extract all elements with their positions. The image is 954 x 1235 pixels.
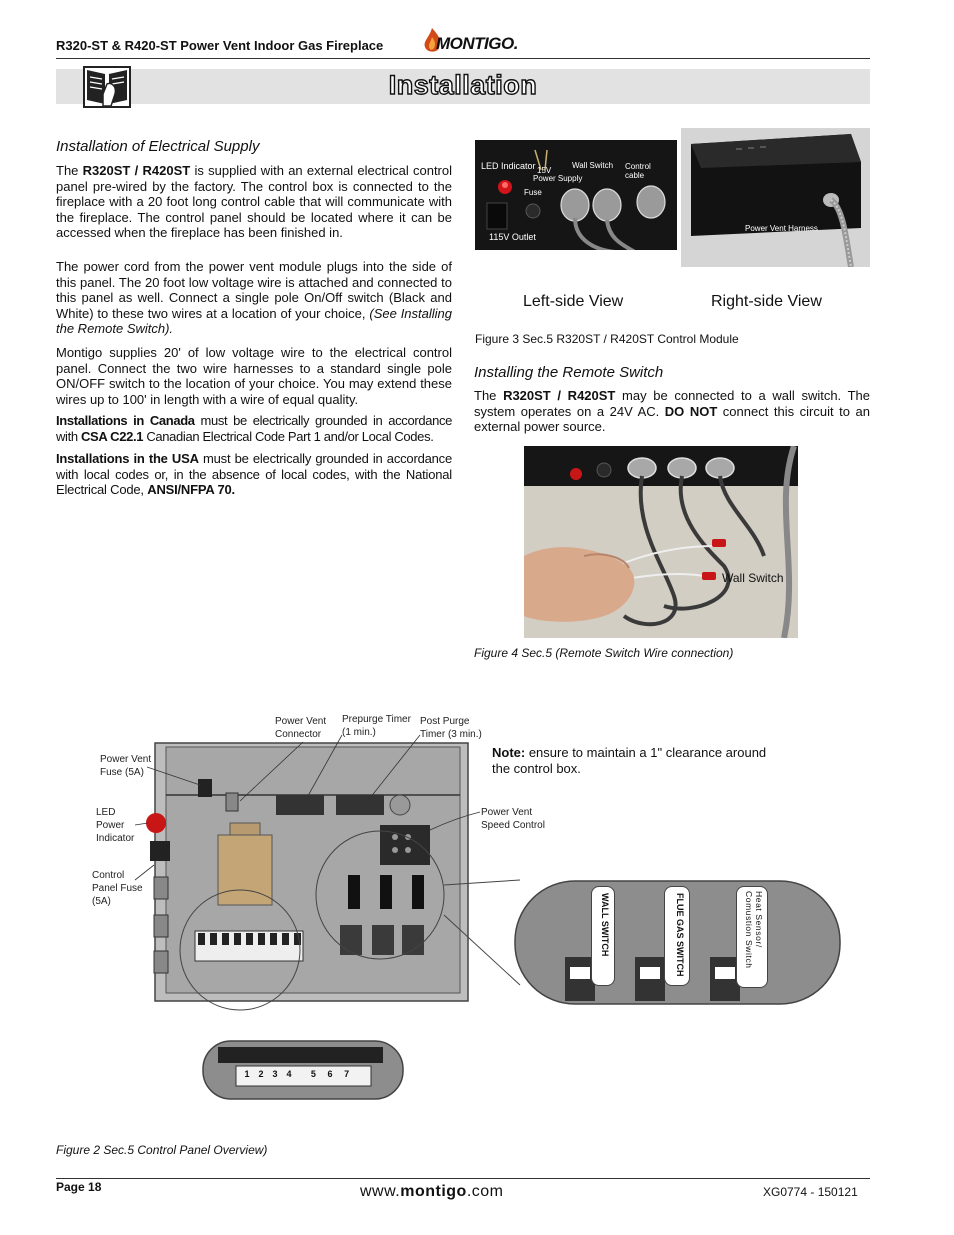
- power-vent-fuse-label: Power Vent Fuse (5A): [100, 754, 152, 778]
- footer-website: www.montigo.com: [360, 1183, 504, 1200]
- footer-rule: [56, 1178, 870, 1179]
- usa-paragraph: Installations in the USA must be electrically grounded in accordance with local codes or, in the absence of local codes, with the National Electrical Code, ANSI/NFPA 70.: [56, 451, 453, 497]
- heat-sensor-terminal: [736, 886, 768, 988]
- remote-switch-heading: Installing the Remote Switch: [474, 364, 664, 381]
- power-supply-label: Power Supply: [533, 174, 583, 183]
- page-number: Page 18: [56, 1180, 102, 1194]
- electrical-paragraph-3: Montigo supplies 20' of low voltage wire to the electrical control panel. Connect the two wire harnesses to a standard single pole ON/OFF switch to the location of your choice. You may extend these wires up to 100' in length with a wire of equal quality.: [56, 345, 452, 407]
- wall-switch-terminal-label: WALL SWITCH: [600, 893, 610, 957]
- flue-gas-switch-terminal: [664, 886, 690, 986]
- wall-switch-label: Wall Switch: [572, 161, 614, 170]
- control-cable-label: Control cable: [625, 162, 651, 180]
- fuse-label: Fuse: [524, 188, 542, 197]
- page-title: Installation: [388, 70, 538, 100]
- led-power-indicator-label: LED Power Indicator: [96, 807, 135, 844]
- terminal-numbers-a: 1 2 3 4: [244, 1069, 292, 1079]
- terminal-numbers-b: 5 6 7: [310, 1069, 350, 1079]
- left-side-view-label: Left-side View: [523, 293, 624, 310]
- prepurge-timer-label: Prepurge Timer (1 min.): [342, 714, 411, 738]
- figure-2-caption: Figure 2 Sec.5 Control Panel Overview): [56, 1143, 268, 1157]
- montigo-logo: [418, 26, 518, 56]
- logo-wordmark: MONTIGO.: [436, 34, 518, 53]
- document-code: XG0774 - 150121: [763, 1185, 858, 1199]
- header-title: R320-ST & R420-ST Power Vent Indoor Gas Fireplace: [56, 38, 384, 53]
- remote-switch-photo: [524, 446, 798, 638]
- post-purge-timer-label: Post Purge Timer (3 min.): [420, 716, 482, 740]
- figure-3-caption: Figure 3 Sec.5 R320ST / R420ST Control Module: [475, 332, 739, 346]
- v15-label: 15V: [537, 166, 552, 175]
- outlet-label: 115V Outlet: [489, 232, 536, 242]
- power-vent-connector-label: Power Vent Connector: [275, 716, 327, 740]
- control-panel-fuse-label: Control Panel Fuse (5A): [92, 870, 143, 907]
- wall-switch-terminal: [591, 886, 615, 986]
- canada-paragraph: Installations in Canada must be electrically grounded in accordance with CSA C22.1 Canadian Electrical Code Part 1 and/or Local Codes.: [56, 413, 452, 444]
- led-indicator-label: LED Indicator: [481, 161, 536, 171]
- power-vent-harness-label: Power Vent Harness: [745, 224, 818, 233]
- flue-gas-switch-label: FLUE GAS SWITCH: [675, 893, 685, 977]
- electrical-paragraph-1: The R320ST / R420ST is supplied with an external electrical control panel pre-wired by the factory. The control box is connected to the fireplace with a 20 foot long control cable that will communicate with the fireplace. The control panel should be located where it can be accessed when the fireplace has been finished in.: [56, 163, 453, 240]
- figure-4-caption: Figure 4 Sec.5 (Remote Switch Wire connection): [474, 646, 734, 660]
- wall-switch-photo-label: Wall Switch: [722, 571, 784, 585]
- speed-control-label: Power Vent Speed Control: [481, 807, 545, 831]
- clearance-note: Note: ensure to maintain a 1" clearance around the control box.: [492, 745, 767, 776]
- header-rule: [56, 58, 870, 59]
- control-module-left-photo: [475, 140, 677, 250]
- right-side-view-label: Right-side View: [711, 293, 822, 310]
- electrical-paragraph-2: The power cord from the power vent module plugs into the side of this panel. The 20 foot low voltage wire is attached and connected to this panel as well. Connect a single pole On/Off switch (Black and White) to these two wires at a location of your choice, (See Installing the Remote Switch).: [56, 259, 452, 336]
- control-module-right-photo: [681, 128, 870, 267]
- remote-switch-paragraph: The R320ST / R420ST may be connected to a wall switch. The system operates on a 24V AC. DO NOT connect this circuit to an external power source.: [474, 388, 870, 434]
- heat-sensor-label: Heat Sensor/ Comustion Switch: [744, 891, 764, 969]
- electrical-heading: Installation of Electrical Supply: [56, 138, 260, 155]
